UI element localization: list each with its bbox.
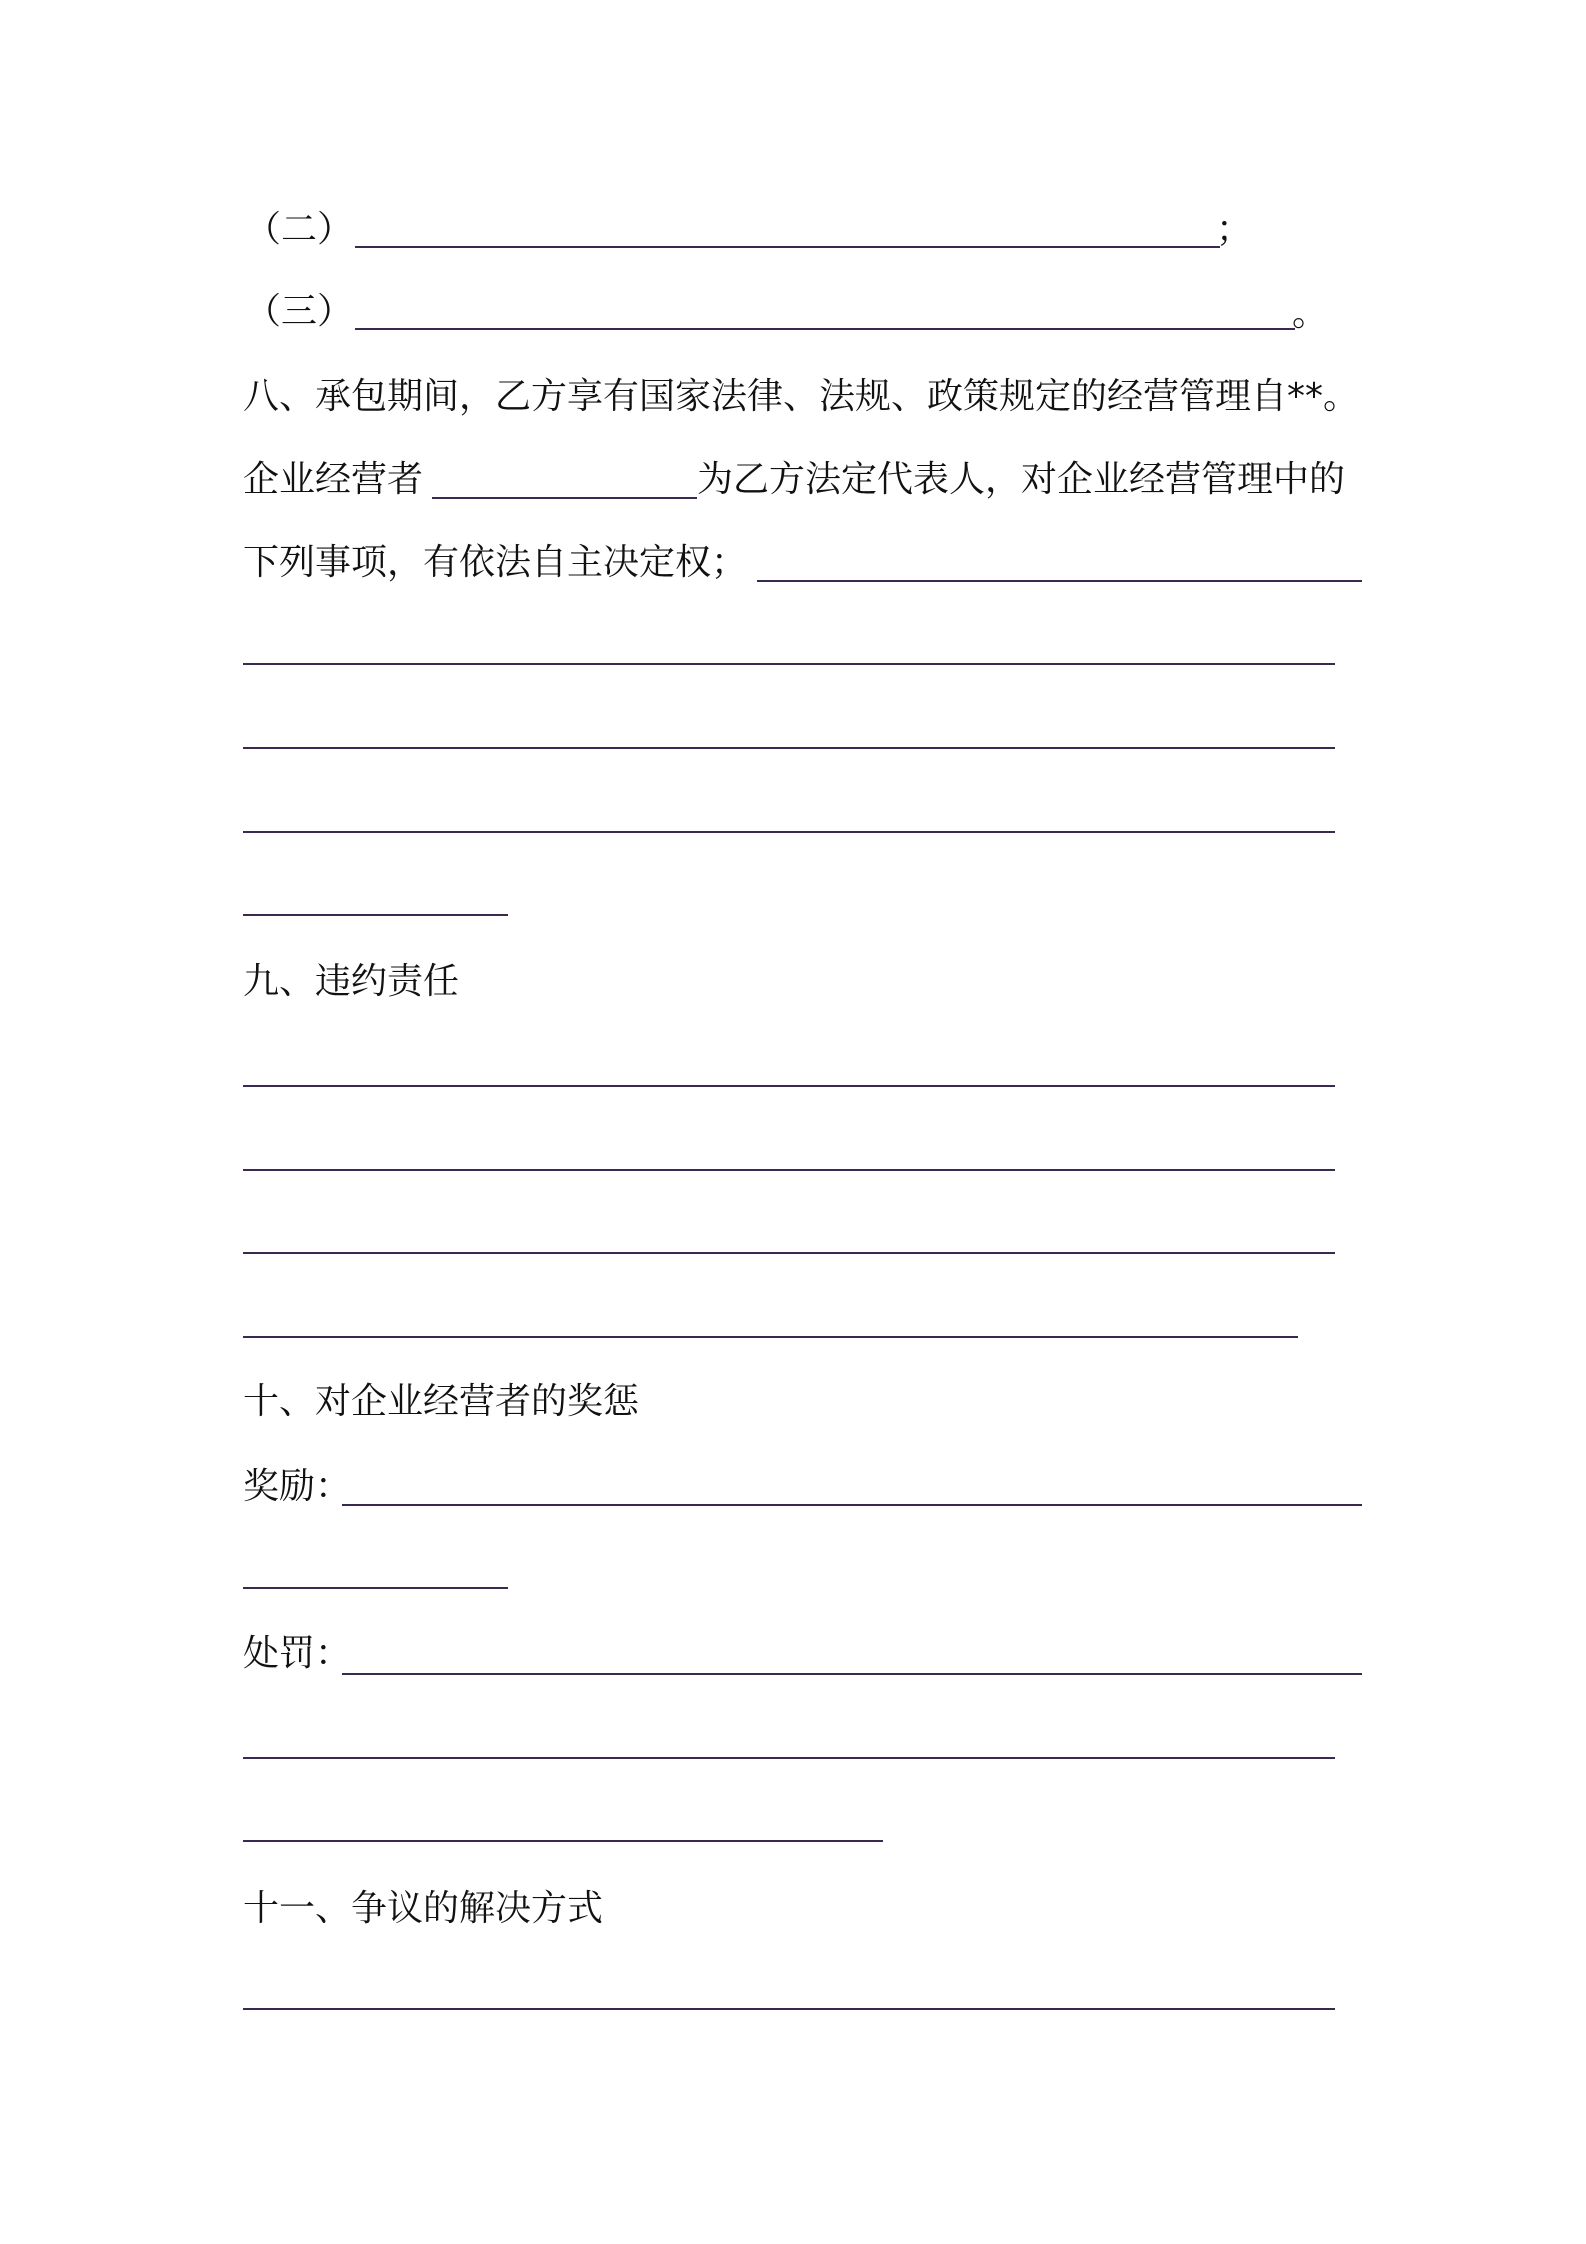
clause-8-line-2-prefix: 企业经营者 — [243, 459, 424, 500]
breach-blank-1[interactable] — [243, 1085, 1335, 1087]
penalty-blank-1[interactable] — [342, 1673, 1362, 1675]
item-2-end: ； — [1216, 209, 1253, 250]
penalty-blank-2[interactable] — [243, 1757, 1335, 1759]
decision-matters-blank-1[interactable] — [757, 580, 1362, 582]
clause-8-line-1: 八、承包期间，乙方享有国家法律、法规、政策规定的经营管理自**。 — [243, 376, 1360, 417]
penalty-blank-3[interactable] — [243, 1840, 883, 1842]
breach-blank-2[interactable] — [243, 1169, 1335, 1171]
item-2-blank[interactable] — [355, 246, 1220, 248]
decision-matters-blank-3[interactable] — [243, 747, 1335, 749]
reward-label: 奖励： — [243, 1466, 352, 1507]
clause-8-line-3: 下列事项，有依法自主决定权； — [243, 542, 748, 583]
item-3-label: （三） — [245, 291, 354, 332]
breach-blank-3[interactable] — [243, 1252, 1335, 1254]
clause-9-heading: 九、违约责任 — [243, 961, 460, 1002]
breach-blank-4[interactable] — [243, 1336, 1298, 1338]
enterprise-operator-blank[interactable] — [432, 497, 697, 499]
decision-matters-blank-5[interactable] — [243, 914, 508, 916]
item-3-end: 。 — [1292, 293, 1329, 334]
clause-11-heading: 十一、争议的解决方式 — [243, 1888, 604, 1929]
item-2-label: （二） — [245, 209, 354, 250]
decision-matters-blank-4[interactable] — [243, 831, 1335, 833]
decision-matters-blank-2[interactable] — [243, 663, 1335, 665]
item-3-blank[interactable] — [355, 328, 1295, 330]
dispute-blank-1[interactable] — [243, 2008, 1335, 2010]
reward-blank-1[interactable] — [342, 1504, 1362, 1506]
clause-8-line-2-suffix: 为乙方法定代表人，对企业经营管理中的 — [697, 459, 1346, 500]
clause-10-heading: 十、对企业经营者的奖惩 — [243, 1381, 640, 1422]
reward-blank-2[interactable] — [243, 1587, 508, 1589]
penalty-label: 处罚： — [243, 1633, 352, 1674]
